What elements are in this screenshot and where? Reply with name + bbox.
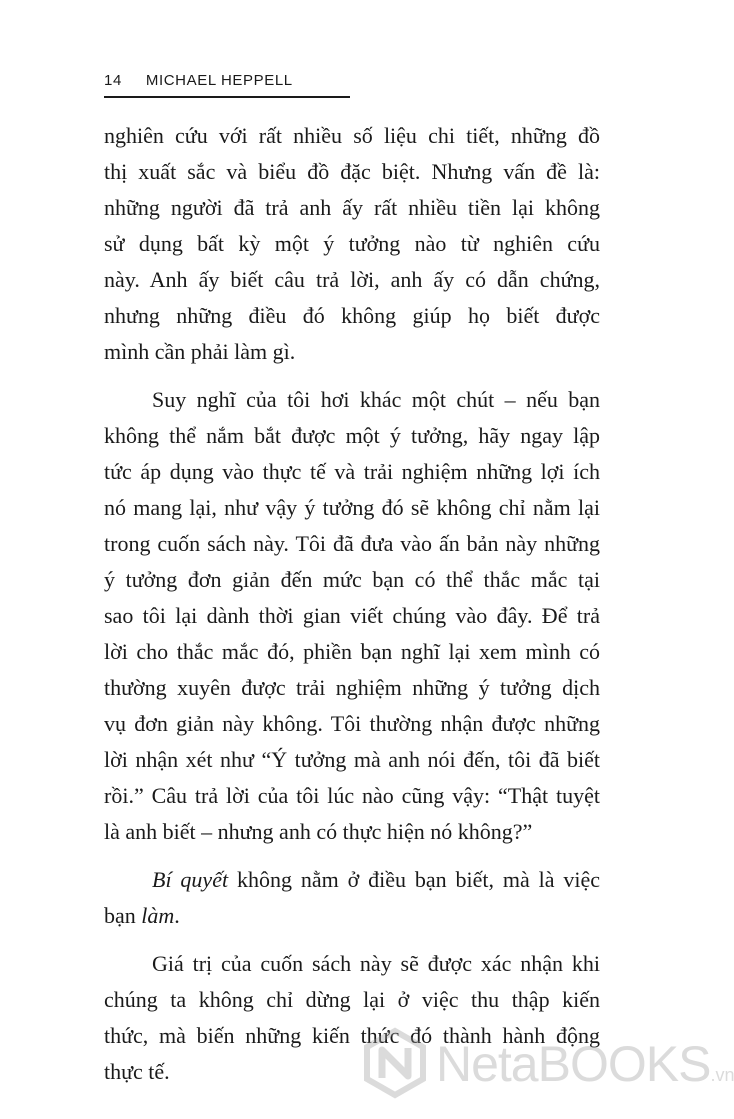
paragraph-2 xyxy=(104,382,600,850)
netabooks-logo-icon xyxy=(360,1028,430,1098)
paragraph-1 xyxy=(104,118,600,370)
text-line: rồi.” Câu trả lời của tôi lúc nào cũng vậy: “Thật tuyệt xyxy=(104,783,600,808)
text-line: thực tế. xyxy=(104,1059,170,1084)
watermark-brand: NetaBOOKS xyxy=(436,1036,711,1092)
text-line: này. Anh ấy biết câu trả lời, anh ấy có dẫn chứng, xyxy=(104,267,600,292)
text-line: lời cho thắc mắc đó, phiền bạn nghĩ lại xem mình có xyxy=(104,639,600,664)
text-line: ý tưởng đơn giản đến mức bạn có thể thắc mắc tại xyxy=(104,567,600,592)
text-line: những người đã trả anh ấy rất nhiều tiền lại không xyxy=(104,195,600,220)
text-line: thường xuyên được trải nghiệm những ý tưởng dịch xyxy=(104,675,600,700)
text-line: sao tôi lại dành thời gian viết chúng vào đây. Để trả xyxy=(104,603,600,628)
text-line: nghiên cứu với rất nhiều số liệu chi tiết, những đồ xyxy=(104,123,600,148)
text-line: mình cần phải làm gì. xyxy=(104,339,296,364)
italic-phrase: làm xyxy=(141,903,175,928)
page-number: 14 xyxy=(104,72,122,89)
text-line: Suy nghĩ của tôi hơi khác một chút – nếu bạn xyxy=(152,387,600,412)
text-line: tức áp dụng vào thực tế và trải nghiệm những lợi ích xyxy=(104,459,600,484)
text-line: trong cuốn sách này. Tôi đã đưa vào ấn bản này những xyxy=(104,531,600,556)
text-run: không nằm ở điều bạn biết, mà là việc xyxy=(228,867,600,892)
paragraph-3 xyxy=(104,862,600,934)
body-text xyxy=(104,118,600,1090)
text-line: vụ đơn giản này không. Tôi thường nhận được những xyxy=(104,711,600,736)
text-line: là anh biết – nhưng anh có thực hiện nó không?” xyxy=(104,819,533,844)
text-line: không thể nắm bắt được một ý tưởng, hãy ngay lập xyxy=(104,423,600,448)
text-line: lời nhận xét như “Ý tưởng mà anh nói đến, tôi đã biết xyxy=(104,747,600,772)
watermark xyxy=(360,1028,734,1098)
author-name: MICHAEL HEPPELL xyxy=(145,72,293,89)
text-run: . xyxy=(174,903,180,928)
text-run: bạn xyxy=(104,903,142,928)
text-line: sử dụng bất kỳ một ý tưởng nào từ nghiên cứu xyxy=(104,231,600,256)
text-line: nó mang lại, như vậy ý tưởng đó sẽ không chỉ nằm lại xyxy=(104,495,600,520)
text-line xyxy=(104,898,600,934)
text-line xyxy=(104,862,600,898)
text-line: nhưng những điều đó không giúp họ biết được xyxy=(104,303,600,328)
italic-phrase: Bí quyết xyxy=(152,867,229,892)
running-header xyxy=(104,70,350,98)
text-line: chúng ta không chỉ dừng lại ở việc thu thập kiến xyxy=(104,987,600,1012)
text-line: thức, mà biến những kiến thức đó thành hành động xyxy=(104,1023,600,1048)
watermark-text xyxy=(436,1036,734,1103)
text-line: thị xuất sắc và biểu đồ đặc biệt. Nhưng vấn đề là: xyxy=(104,159,600,184)
watermark-suffix: .vn xyxy=(710,1065,734,1085)
text-line: Giá trị của cuốn sách này sẽ được xác nhận khi xyxy=(152,951,600,976)
